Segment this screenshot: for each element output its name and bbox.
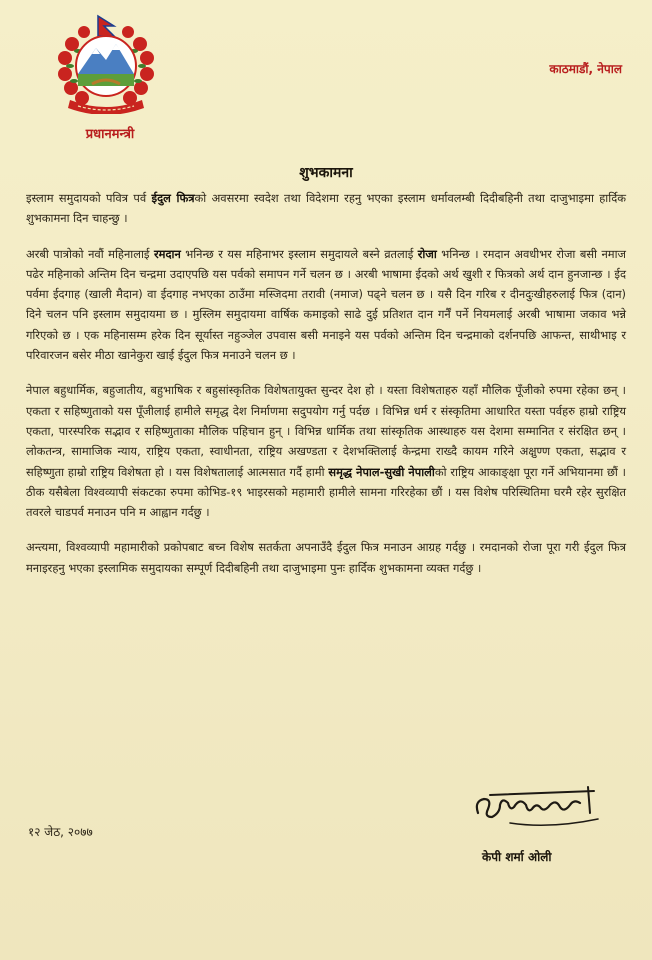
emphasis-text: ईदुल फित्र [151,191,195,205]
emphasis-text: रमदान [153,246,181,261]
office-title: प्रधानमन्त्री [85,127,135,142]
emphasis-text: रोजा [417,246,437,261]
text-run: इस्लाम समुदायको पवित्र पर्व [26,191,152,205]
paragraph-4 [26,537,626,578]
text-run: अरबी पात्रोको नवौं महिनालाई [26,246,154,261]
letter-date: १२ जेठ, २०७७ [28,825,93,839]
text-run: नेपाल बहुधार्मिक, बहुजातीय, बहुभाषिक र बहुसांस्कृतिक विशेषतायुक्त सुन्दर देश हो । यस्ता विशेषताहरु यहाँ मौलिक पूँजीको रुपमा रहेका छन् । एकता र सहिष्णुताको यस पूँजीलाई हामीले समृद्ध देश निर्माणमा सदुपयोग गर्नु पर्दछ । विभिन्न धर्म र संस्कृतिमा आधारित यस्ता पर्वहरु हाम्रो राष्ट्रिय एकता, पारस्परिक सद्भाव र सहिष्णुताका मौलिक पहिचान हुन् । विभिन्न धार्मिक तथा सांस्कृतिक आस्थाहरु यस देशमा सम्मानित र संरक्षित छन् । लोकतन्त्र, सामाजिक न्याय, राष्ट्रिय एकता, स्वाधीनता, राष्ट्रिय अखण्डता र देशभक्तिलाई केन्द्रमा राख्दै कायम गरिने अक्षुण्ण एकता, सद्भाव र सहिष्णुता हाम्रो राष्ट्रिय विशेषता हो । यस विशेषतालाई आत्मसात गर्दै हामी [26,383,626,479]
place-label: काठमाडौं, नेपाल [549,62,622,76]
signatory-name: केपी शर्मा ओली [482,850,552,864]
text-run: भनिन्छ । रमदान अवधीभर रोजा बसी नमाज पढेर महिनाको अन्तिम दिन चन्द्रमा उदाएपछि यस पर्वको समापन गर्ने चलन छ । अरबी भाषामा ईदको अर्थ खुशी र फित्रको अर्थ दान हुनजान्छ । ईद पर्वमा ईदगाह (खाली मैदान) वा ईदगाह नभएका ठाउँमा मस्जिदमा तरावी (नमाज) पढ्ने चलन छ । यसै दिन गरिब र दीनदुःखीहरुलाई फित्र (दान) दिने चलन पनि इस्लाम समुदायमा छ । मुस्लिम समुदायमा वार्षिक कमाइको साढे दुई प्रतिशत दान गर्नैं पर्ने नियमलाई अरबी भाषामा जकाव भन्ने गरिएको छ । एक महिनासम्म हरेक दिन सूर्यास्त नहुञ्जेल उपवास बसी मनाइने यस पर्वको अन्तिम दिन चन्द्रमाको दर्शनपछि आफन्त, साथीभाइ र परिवारजन बसेर मीठा खानेकुरा खाई ईदुल फित्र मनाउने चलन छ । [26,246,626,363]
paragraph-3 [26,380,626,522]
letter-title: शुभकामना [299,165,353,181]
nepal-emblem-icon [52,14,160,114]
handwritten-signature-icon [470,783,610,835]
text-run: को राष्ट्रिय आकाङ्क्षा पूरा गर्ने अभियानमा छौं । ठीक यसैबेला विश्वव्यापी संकटका रुपमा कोभिड-१९ भाइरसको महामारी हामीले सामना गरिरहेका छौं । यस विशेष परिस्थितिमा घरमै रहेर सुरक्षित तवरले चाडपर्व मनाउन पनि म आह्वान गर्दछु । [26,464,626,520]
text-run: को अवसरमा स्वदेश तथा विदेशमा रहनु भएका इस्लाम धर्मावलम्बी दिदीबहिनी तथा दाजुभाइमा हार्दिक शुभकामना दिन चाहन्छु । [26,191,626,226]
letter-body [26,188,626,593]
text-run: अन्त्यमा, विश्वव्यापी महामारीको प्रकोपबाट बच्न विशेष सतर्कता अपनाउँदै ईदुल फित्र मनाउन आग्रह गर्दछु । रमदानको रोजा पूरा गरी ईदुल फित्र मनाइरहनु भएका इस्लामिक समुदायका सम्पूर्ण दिदीबहिनी तथा दाजुभाइमा पुनः हार्दिक शुभकामना व्यक्त गर्दछु । [26,540,626,575]
paragraph-2 [26,244,626,366]
text-run: भनिन्छ र यस महिनाभर इस्लाम समुदायले बस्ने व्रतलाई [180,246,418,261]
paragraph-1 [26,188,626,229]
emphasis-text: समृद्ध नेपाल-सुखी नेपाली [328,464,435,479]
